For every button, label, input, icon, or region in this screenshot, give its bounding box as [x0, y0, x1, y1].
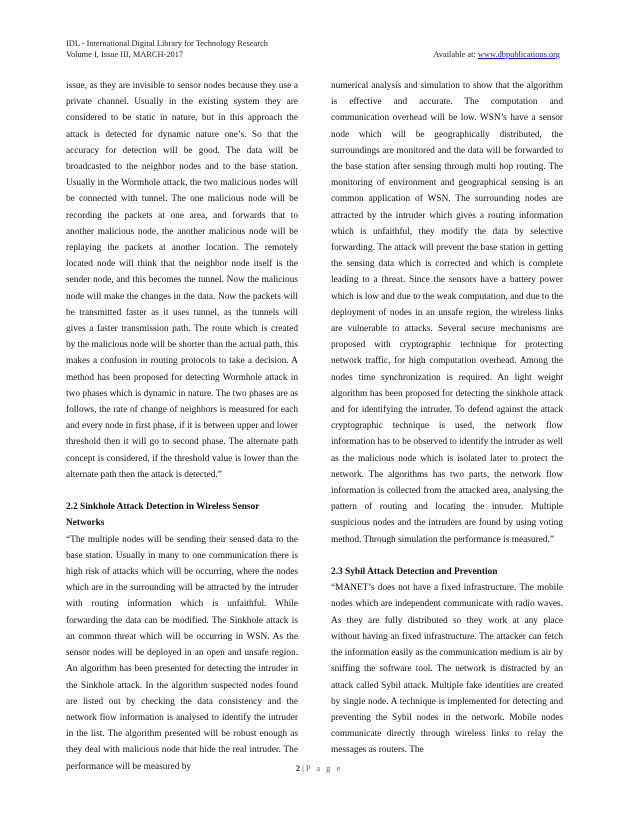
paragraph: numerical analysis and simulation to show that the algorithm is effective and accurate. The computation and communication overhead will be low. WSN’s have a sensor node which will be geographically distributed, the surroundings are monitored and the data will be forwarded to the base station after sensing through multi hop routing. The monitoring of environment and geographical sensing is an common application of WSN. The surrounding nodes are attracted by the intruder which gives a routing information which is unfaithful, they modify the data by selective forwarding. The attack will prevent the base station in getting the sensing data which is corrected and which is complete leading to a threat. Since the sensors have a battery power which is low and due to the weak computation, and due to the deployment of nodes in an unsafe region, the wireless links are vulnerable to attacks. Several secure mechanisms are proposed with cryptographic technique for protecting network traffic, for high computation overhead. Among the nodes time synchronization is required. An light weight algorithm has been proposed for detecting the sinkhole attack and for identifying the intruder. To defend against the attack cryptographic technique is used, the network flow information has to be observed to identify the intruder as well as the malicious node which is isolated later to protect the network. The algorithms has two parts, the network flow information is collected from the attacked area, analysing the pattern of routing and locating the intruder. Multiple suspicious nodes and the intruders are found by using voting method. Through simulation the performance is measured.”: [331, 81, 563, 545]
page-footer: [0, 764, 638, 773]
publisher-link[interactable]: www.dbpublications.org: [477, 50, 560, 59]
paragraph: “MANET’s does not have a fixed infrastructure. The mobile nodes which are independent communicate with radio waves. As they are fully distributed so they work at any place without having an fixed infrastructure. The attacker can fetch the information easily as the communication medium is air by sniffing the software tool. The network is distracted by an attack called Sybil attack. Multiple fake identities are created by single node. A technique is implemented for detecting and preventing the Sybil nodes in the network. Mobile nodes communicate directly through wireless links to relay the messages as routers. The: [331, 583, 563, 756]
availability-note: [433, 49, 560, 60]
paragraph: “The multiple nodes will be sending their sensed data to the base station. Usually in many to one communication there is high risk of attacks which will be occurring, where the nodes which are in the surrounding will be attracted by the intruder with routing information which is unfaithful. While forwarding the data can be modified. The Sinkhole attack is an common threat which will be occurring in WSN. As the sensor nodes will be deployed in an open and unsafe region. An algorithm has been presented for detecting the intruder in the Sinkhole attack. In the algorithm suspected nodes found are listed out by checking the data consistency and the network flow information is analysed to identify the intruder in the list. The algorithm presented will be robust enough as they deal with malicious node that hide the real intruder. The performance will be measured by: [66, 534, 298, 772]
section-heading: 2.2 Sinkhole Attack Detection in Wireless Sensor Networks: [66, 502, 260, 529]
journal-volume: Volume I, Issue III, MARCH-2017: [66, 50, 184, 59]
available-label: Available at:: [433, 50, 478, 59]
left-column: [66, 78, 301, 775]
journal-header: [66, 38, 268, 60]
journal-title: IDL - International Digital Library for Technology Research: [66, 39, 268, 48]
section-heading: 2.3 Sybil Attack Detection and Prevention: [331, 567, 498, 578]
footer-separator: |: [300, 764, 306, 773]
paragraph: issue, as they are invisible to sensor nodes because they use a private channel. Usually in the existing system they are considered to be static in nature, but in this approach the attack is detected for dynamic nature one’s. So that the accuracy for detection will be good. The data will be broadcasted to the neighbor nodes and to the base station. Usually in the Wormhole attack, the two malicious nodes will be connected with tunnel. The one malicious node will be recording the packets at one area, and forwards that to another malicious node, the another malicious node will be replaying the packets at another location. The remotely located node will think that the neighbor node itself is the sender node, and this becomes the tunnel. Now the malicious node will make the changes in the data. Now the packets will be transmitted faster as it uses tunnel, as the tunnels will gives a faster transmission path. The route which is created by the malicious node will be shorter than the actual path, this makes a confusion in routing protocols to take a decision. A method has been proposed for detecting Wormhole attack in two phases which is dynamic in nature. The two phases are as follows, the rate of change of neighbors is measured for each and every node in first phase, if it is between upper and lower threshold then it will go to second phase. The alternate path concept is considered, if the threshold value is lower than the alternate path then the attack is detected.”: [66, 81, 298, 480]
page-label: P a g e: [305, 764, 343, 773]
page-number: 2: [295, 764, 301, 773]
right-column: [331, 78, 563, 759]
